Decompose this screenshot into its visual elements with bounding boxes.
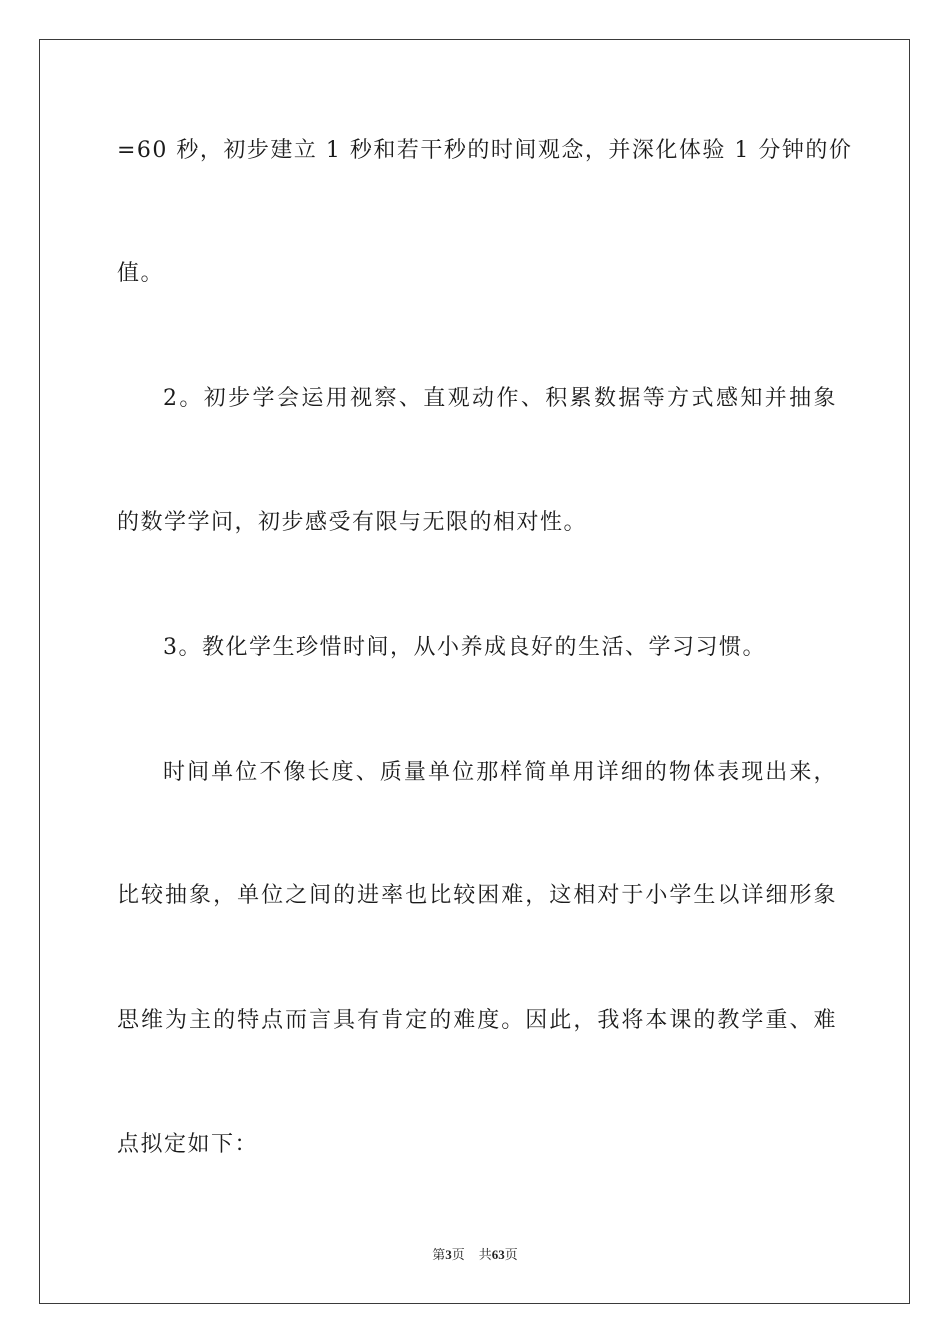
footer-total-suffix: 页 <box>504 1247 518 1262</box>
footer-page-suffix: 页 <box>451 1247 465 1262</box>
paragraph-line-6: 时间单位不像长度、质量单位那样简单用详细的物体表现出来， <box>163 760 837 785</box>
footer-total-prefix: 共 <box>478 1247 492 1262</box>
paragraph-line-7: 比较抽象，单位之间的进率也比较困难，这相对于小学生以详细形象 <box>117 883 837 908</box>
paragraph-line-5: 3。教化学生珍惜时间，从小养成良好的生活、学习习惯。 <box>163 635 766 660</box>
paragraph-line-9: 点拟定如下： <box>117 1132 259 1157</box>
paragraph-line-8: 思维为主的特点而言具有肯定的难度。因此，我将本课的教学重、难 <box>117 1008 837 1033</box>
page-border <box>39 39 910 1304</box>
paragraph-line-4: 的数学学问，初步感受有限与无限的相对性。 <box>117 510 588 535</box>
footer-page-number: 3 <box>445 1247 452 1262</box>
footer-page-prefix: 第 <box>432 1247 446 1262</box>
paragraph-line-3: 2。初步学会运用视察、直观动作、积累数据等方式感知并抽象 <box>163 386 837 411</box>
paragraph-line-2: 值。 <box>117 261 165 286</box>
paragraph-line-1: =60 秒，初步建立 1 秒和若干秒的时间观念，并深化体验 1 分钟的价 <box>117 138 853 163</box>
page-footer <box>0 1246 950 1264</box>
footer-total-pages: 63 <box>491 1247 505 1262</box>
